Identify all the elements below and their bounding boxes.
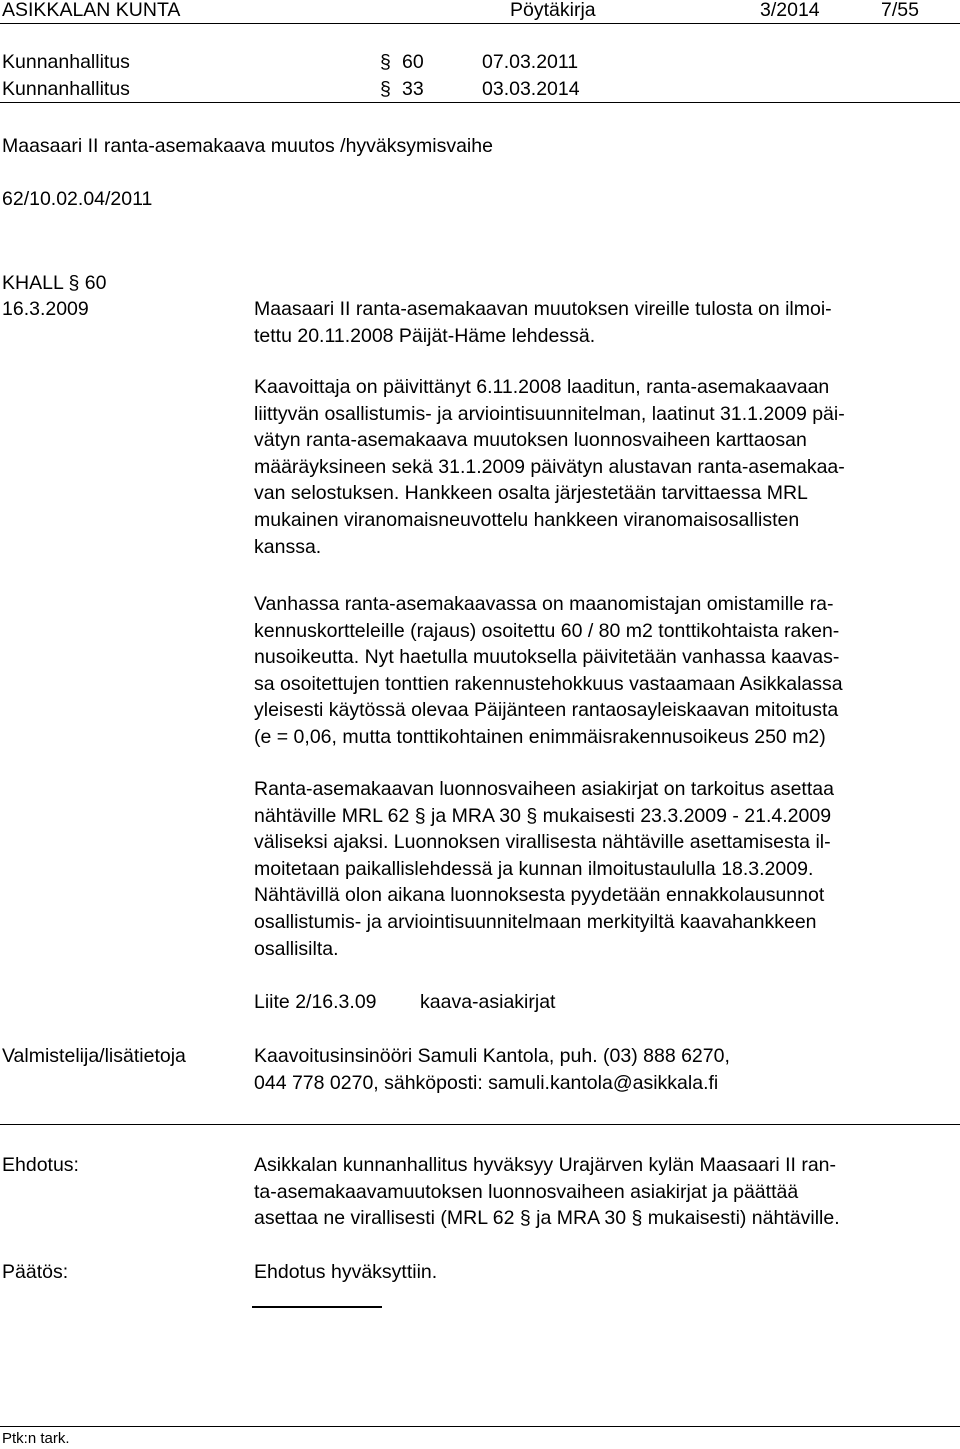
text-line: väliseksi ajaksi. Luonnoksen virallisesta nähtäville asettamisesta il-: [254, 831, 831, 854]
text-line: mukainen viranomaisneuvottelu hankkeen viranomaisosallisten: [254, 508, 800, 531]
paragraph-public-display: [254, 776, 954, 962]
text-line: moitetaan paikallislehdessä ja kunnan ilmoitustaululla 18.3.2009.: [254, 857, 814, 880]
file-reference: 62/10.02.04/2011: [2, 188, 153, 210]
meeting-section: 60: [402, 51, 424, 73]
text-line: liittyvän osallistumis- ja arviointisuunnitelman, laatinut 31.1.2009 päi-: [254, 402, 845, 425]
proposal-label: Ehdotus:: [2, 1154, 79, 1176]
text-line: osallisilta.: [254, 937, 339, 960]
municipality-name: ASIKKALAN KUNTA: [2, 0, 181, 21]
text-line: Asikkalan kunnanhallitus hyväksyy Urajärven kylän Maasaari II ran-: [254, 1154, 837, 1176]
text-line: Maasaari II ranta-asemakaavan muutoksen vireille tulosta on ilmoi-: [254, 298, 832, 320]
text-line: nusoikeutta. Nyt haetulla muutoksella päivitetään vanhassa kaavas-: [254, 646, 840, 669]
text-line: kanssa.: [254, 535, 322, 558]
meeting-body: Kunnanhallitus: [2, 78, 130, 100]
meeting-date: 07.03.2011: [482, 51, 579, 73]
text-line: 044 778 0270, sähköposti: samuli.kantola@asikkala.fi: [254, 1071, 719, 1094]
text-line: vätyn ranta-asemakaava muutoksen luonnosvaiheen karttaosan: [254, 429, 807, 452]
signature-rule: [252, 1306, 382, 1308]
text-line: Kaavoittaja on päivittänyt 6.11.2008 laaditun, ranta-asemakaavaan: [254, 376, 830, 398]
section-sign: §: [380, 51, 391, 73]
text-line: kennuskortteleille (rajaus) osoitettu 60 / 80 m2 tonttikohtaista raken-: [254, 619, 840, 642]
text-line: määräyksineen sekä 31.1.2009 päivätyn alustavan ranta-asemakaa-: [254, 455, 845, 478]
text-line: van selostuksen. Hankkeen osalta järjestetään tarvittaessa MRL: [254, 482, 808, 505]
text-line: Vanhassa ranta-asemakaavassa on maanomistajan omistamille ra-: [254, 593, 834, 615]
text-line: Kaavoitusinsinööri Samuli Kantola, puh. (03) 888 6270,: [254, 1045, 730, 1067]
meetings-rule: [0, 102, 960, 103]
text-line: sa osoitettujen tonttien rakennustehokkuus vastaamaan Asikkalassa: [254, 672, 843, 695]
page-number: 7/55: [881, 0, 919, 21]
text-line: osallistumis- ja arviointisuunnitelmaan merkityiltä kaavahankkeen: [254, 910, 817, 933]
section-sign: §: [380, 78, 391, 100]
document-title: Maasaari II ranta-asemakaava muutos /hyväksymisvaihe: [2, 135, 493, 157]
preparer-label: Valmistelija/lisätietoja: [2, 1045, 186, 1067]
proposal-text: [254, 1152, 954, 1232]
issue-number: 3/2014: [760, 0, 820, 21]
paragraph-building-rights: [254, 591, 954, 751]
meeting-body: Kunnanhallitus: [2, 51, 130, 73]
verification-label: Ptk:n tark.: [2, 1430, 70, 1447]
text-line: (e = 0,06, mutta tonttikohtainen enimmäisrakennusoikeus 250 m2): [254, 725, 826, 748]
text-line: ta-asemakaavamuutoksen luonnosvaiheen asiakirjat ja päättää: [254, 1180, 799, 1203]
paragraph-announcement: [254, 296, 954, 349]
section-rule: [0, 1124, 960, 1125]
text-line: nähtäville MRL 62 § ja MRA 30 § mukaisesti 23.3.2009 - 21.4.2009: [254, 804, 832, 827]
attachment-description: kaava-asiakirjat: [420, 991, 556, 1013]
prior-section: KHALL § 60: [2, 272, 107, 294]
text-line: tettu 20.11.2008 Päijät-Häme lehdessä.: [254, 324, 596, 347]
decision-text: Ehdotus hyväksyttiin.: [254, 1261, 438, 1283]
document-type: Pöytäkirja: [510, 0, 596, 21]
text-line: Nähtävillä olon aikana luonnoksesta pyydetään ennakkolausunnot: [254, 884, 825, 907]
preparer-contact: [254, 1043, 954, 1096]
decision-label: Päätös:: [2, 1261, 69, 1283]
text-line: asettaa ne virallisesti (MRL 62 § ja MRA 30 § mukaisesti) nähtäville.: [254, 1207, 840, 1230]
prior-date: 16.3.2009: [2, 298, 89, 320]
meeting-section: 33: [402, 78, 424, 100]
meeting-date: 03.03.2014: [482, 78, 580, 100]
header-rule: [0, 23, 960, 24]
attachment-reference: Liite 2/16.3.09: [254, 991, 377, 1013]
paragraph-planning-update: [254, 374, 954, 560]
text-line: Ranta-asemakaavan luonnosvaiheen asiakirjat on tarkoitus asettaa: [254, 778, 834, 800]
footer-rule: [0, 1426, 960, 1427]
text-line: yleisesti käytössä olevaa Päijänteen rantaosayleiskaavan mitoitusta: [254, 699, 839, 722]
